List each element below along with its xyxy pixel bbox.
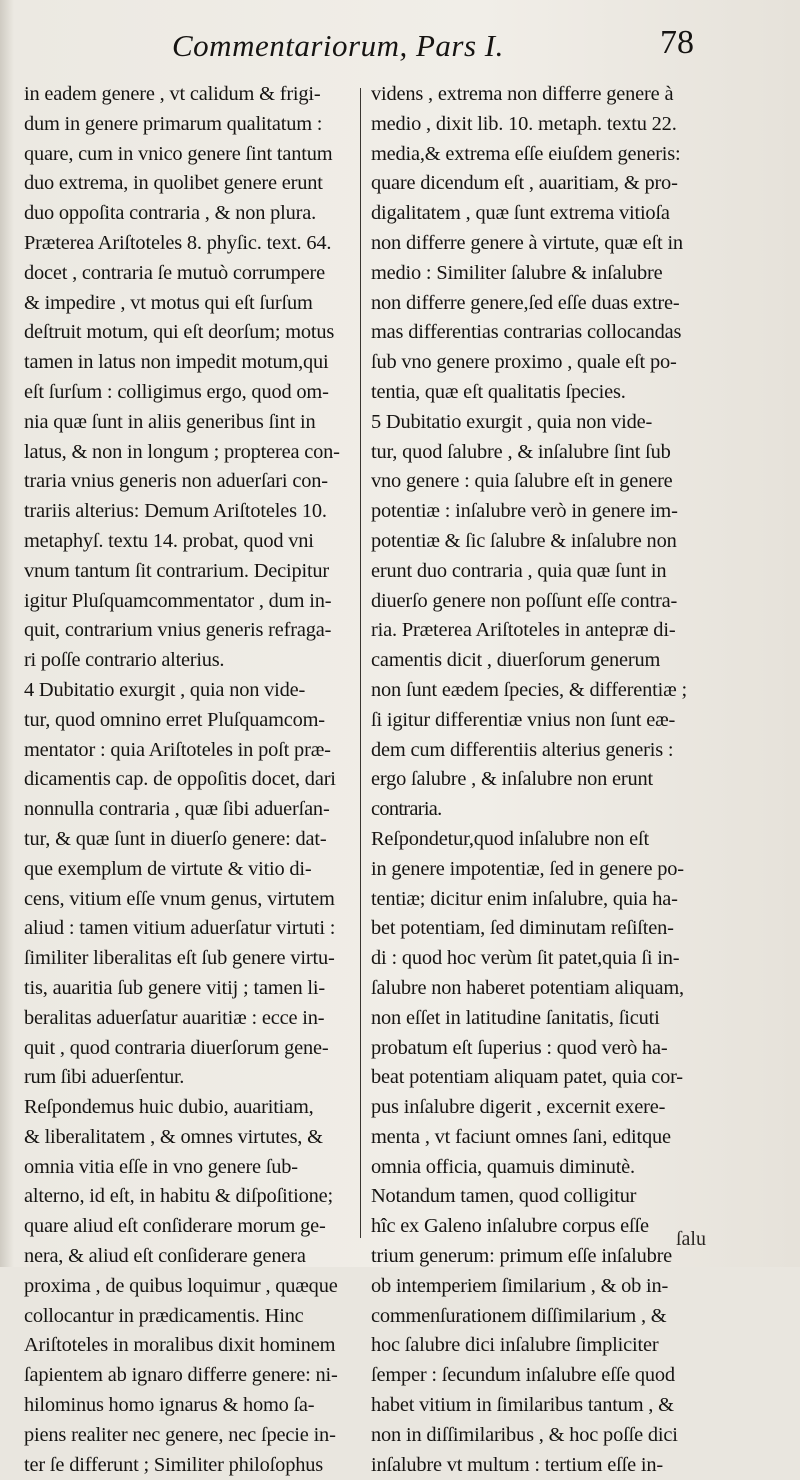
text-line: non ſunt eædem ſpecies, & differentiæ ; (371, 678, 687, 701)
text-line: ob intemperiem ſimilarium , & ob in- (371, 1274, 669, 1297)
text-line: collocantur in prædicamentis. Hinc (24, 1304, 304, 1327)
text-line: dem cum differentiis alterius generis : (371, 738, 674, 761)
text-line: quit , quod contraria diuerſorum gene- (24, 1036, 329, 1059)
text-line: docet , contraria ſe mutuò corrumpere (24, 261, 325, 284)
text-line: dicamentis cap. de oppoſitis docet, dari (24, 768, 336, 791)
text-line: non in diſſimilaribus , & hoc poſſe dici (371, 1423, 678, 1446)
text-line: quare, cum in vnico genere ſint tantum (24, 142, 333, 165)
text-line: ſapientem ab ignaro differre genere: ni- (24, 1364, 338, 1387)
text-line: nia quæ ſunt in aliis generibus ſint in (24, 410, 316, 433)
text-line: que exemplum de virtute & vitio di- (24, 857, 312, 880)
text-line: quare dicendum eſt , auaritiam, & pro- (371, 172, 678, 195)
text-line: non differre genere à virtute, quæ eſt in (371, 231, 683, 254)
text-line: rum ſibi aduerſentur. (24, 1066, 185, 1089)
text-line: trariis alterius: Demum Ariſtoteles 10. (24, 500, 327, 523)
text-line: erunt duo contraria , quia quæ ſunt in (371, 559, 667, 582)
text-line: vno genere : quia ſalubre eſt in genere (371, 470, 673, 493)
text-line: trium generum: primum eſſe inſalubre (371, 1245, 673, 1268)
text-line: in genere impotentiæ, ſed in genere po- (371, 857, 684, 880)
text-line: potentiæ & ſic ſalubre & inſalubre non (371, 529, 677, 552)
text-line: beat potentiam aliquam patet, quia cor- (371, 1066, 683, 1089)
text-line: Ariſtoteles in moralibus dixit hominem (24, 1334, 336, 1357)
text-line: hoc ſalubre dici inſalubre ſimpliciter (371, 1334, 659, 1357)
text-line: & impedire , vt motus qui eſt ſurſum (24, 291, 313, 314)
text-line: duo oppoſita contraria , & non plura. (24, 202, 316, 225)
text-line: ter ſe differunt ; Similiter philoſophus (24, 1453, 324, 1476)
text-line: Reſpondemus huic dubio, auaritiam, (24, 1096, 314, 1119)
text-line: medio : Similiter ſalubre & inſalubre (371, 261, 663, 284)
text-line: ergo ſalubre , & inſalubre non erunt (371, 768, 653, 791)
text-line: media,& extrema eſſe eiuſdem generis: (371, 142, 681, 165)
catchword: ſalu (676, 1228, 706, 1250)
text-line: quit, contrarium vnius generis refraga- (24, 619, 332, 642)
text-line: pus inſalubre digerit , excernit exere- (371, 1096, 666, 1119)
text-line: camentis dicit , diuerſorum generum (371, 649, 661, 672)
text-line: mentator : quia Ariſtoteles in poſt præ- (24, 738, 331, 761)
right-text-column (371, 80, 716, 1480)
text-line: diuerſo genere non poſſunt eſſe contra- (371, 589, 678, 612)
text-line: nera, & aliud eſt conſiderare genera (24, 1245, 306, 1268)
text-line: tis, auaritia ſub genere vitij ; tamen li- (24, 976, 326, 999)
text-line: ſi igitur differentiæ vnius non ſunt eæ- (371, 708, 676, 731)
text-line: ſub vno genere proximo , quale eſt po- (371, 351, 677, 374)
text-line: tur, quod ſalubre , & inſalubre ſint ſub (371, 440, 671, 463)
text-line: hîc ex Galeno inſalubre corpus eſſe (371, 1215, 649, 1238)
text-line: duo extrema, in quolibet genere erunt (24, 172, 323, 195)
text-line: ſemper : ſecundum inſalubre eſſe quod (371, 1364, 675, 1387)
text-line: tur, & quæ ſunt in diuerſo genere: dat- (24, 827, 327, 850)
text-line: aliud : tamen vitium aduerſatur virtuti : (24, 917, 336, 940)
text-line: eſt ſurſum : colligimus ergo, quod om- (24, 380, 329, 403)
text-line: inſalubre vt multum : tertium eſſe in- (371, 1453, 663, 1476)
text-line: non differre genere,ſed eſſe duas extre- (371, 291, 680, 314)
text-line: vnum tantum ſit contrarium. Decipitur (24, 559, 330, 582)
text-line: nonnulla contraria , quæ ſibi aduerſan- (24, 798, 330, 821)
text-line: igitur Pluſquamcommentator , dum in- (24, 589, 332, 612)
text-line: habet vitium in ſimilaribus tantum , & (371, 1394, 674, 1417)
text-line: non eſſet in latitudine ſanitatis, ſicuti (371, 1006, 660, 1029)
text-line: ria. Præterea Ariſtoteles in antepræ di- (371, 619, 676, 642)
page-number: 78 (660, 24, 694, 61)
running-title: Commentariorum, Pars I. (172, 28, 504, 63)
text-line: menta , vt faciunt omnes ſani, editque (371, 1125, 671, 1148)
text-line: tentiæ; dicitur enim inſalubre, quia ha- (371, 887, 678, 910)
text-line: quare aliud eſt conſiderare morum ge- (24, 1215, 326, 1238)
text-line: mas differentias contrarias collocandas (371, 321, 682, 344)
text-line: & liberalitatem , & omnes virtutes, & (24, 1125, 323, 1148)
text-line: bet potentiam, ſed diminutam reſiſten- (371, 917, 674, 940)
text-line: proxima , de quibus loquimur , quæque (24, 1274, 338, 1297)
text-line: omnia vitia eſſe in vno genere ſub- (24, 1155, 298, 1178)
text-line: ſimiliter liberalitas eſt ſub genere virtu- (24, 947, 335, 970)
text-line: commenſurationem diſſimilarium , & (371, 1304, 667, 1327)
text-line: potentiæ : inſalubre verò in genere im- (371, 500, 678, 523)
text-line: cens, vitium eſſe vnum genus, virtutem (24, 887, 335, 910)
column-divider (360, 88, 361, 1238)
text-line: tamen in latus non impedit motum,qui (24, 351, 329, 374)
text-line: metaphyſ. textu 14. probat, quod vni (24, 529, 314, 552)
text-line: omnia officia, quamuis diminutè. (371, 1155, 635, 1178)
text-line: Reſpondetur,quod inſalubre non eſt (371, 827, 649, 850)
text-line: in eadem genere , vt calidum & frigi- (24, 83, 321, 105)
text-line: contraria. (371, 798, 442, 821)
text-line: tentia, quæ eſt qualitatis ſpecies. (371, 380, 626, 403)
left-text-column (24, 80, 369, 1480)
text-line: Præterea Ariſtoteles 8. phyſic. text. 64. (24, 231, 332, 254)
text-line: di : quod hoc verùm ſit patet,quia ſi in- (371, 947, 680, 970)
text-line: dum in genere primarum qualitatum : (24, 112, 323, 135)
page-header (0, 24, 800, 74)
text-line: 4 Dubitatio exurgit , quia non vide- (24, 678, 306, 701)
text-line: alterno, id eſt, in habitu & diſpoſitione; (24, 1185, 334, 1208)
text-line: hilominus homo ignarus & homo ſa- (24, 1394, 315, 1417)
text-line: piens realiter nec genere, nec ſpecie in- (24, 1423, 336, 1446)
text-line: ri poſſe contrario alterius. (24, 649, 225, 672)
text-line: medio , dixit lib. 10. metaph. textu 22. (371, 112, 677, 135)
text-line: 5 Dubitatio exurgit , quia non vide- (371, 410, 653, 433)
text-line: beralitas aduerſatur auaritiæ : ecce in- (24, 1006, 325, 1029)
text-line: deſtruit motum, qui eſt deorſum; motus (24, 321, 335, 344)
text-line: Notandum tamen, quod colligitur (371, 1185, 637, 1208)
text-line: ſalubre non haberet potentiam aliquam, (371, 976, 684, 999)
text-line: traria vnius generis non aduerſari con- (24, 470, 328, 493)
text-line: latus, & non in longum ; propterea con- (24, 440, 340, 463)
text-line: digalitatem , quæ ſunt extrema vitioſa (371, 202, 670, 225)
text-line: probatum eſt ſuperius : quod verò ha- (371, 1036, 668, 1059)
text-line: videns , extrema non differre genere à (371, 83, 674, 105)
text-line: tur, quod omnino erret Pluſquamcom- (24, 708, 325, 731)
